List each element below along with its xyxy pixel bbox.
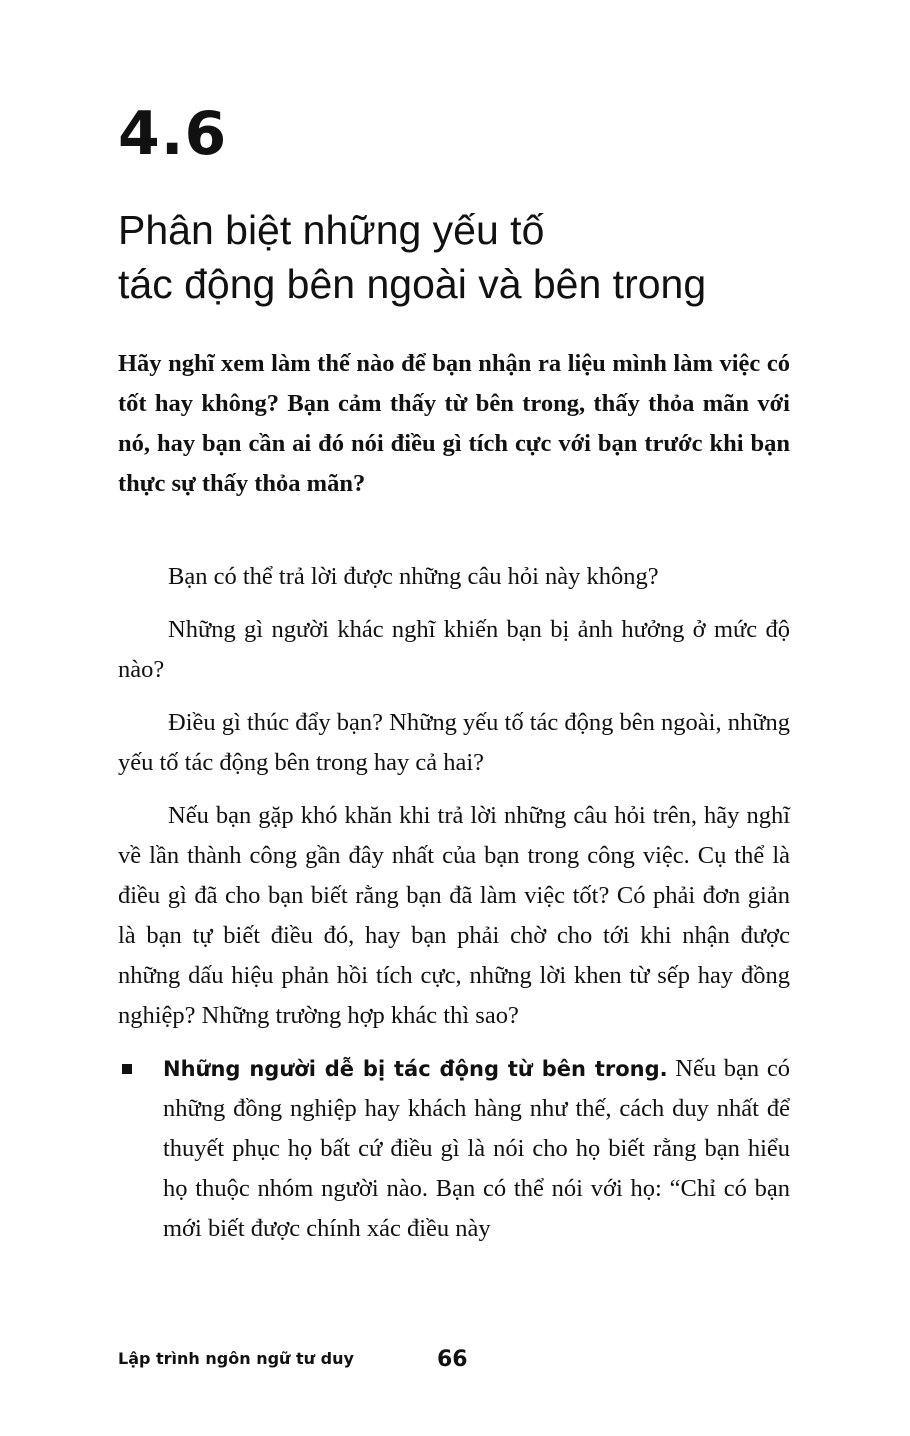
square-bullet-icon — [122, 1064, 132, 1074]
section-number: 4.6 — [118, 99, 228, 169]
section-title-line-2: tác động bên ngoài và bên trong — [118, 261, 707, 307]
paragraph: Nếu bạn gặp khó khăn khi trả lời những câu hỏi trên, hãy nghĩ về lần thành công gần đây nhất của bạn trong công việc. Cụ thể là điều gì đã cho bạn biết rằng bạn đã làm việc tốt? Có phải đơn giản là bạn tự biết điều đó, hay bạn phải chờ cho tới khi nhận được những dấu hiệu phản hồi tích cực, những lời khen từ sếp hay đồng nghiệp? Những trường hợp khác thì sao? — [118, 802, 790, 1029]
book-title-part-2: ngôn ngữ tư duy — [199, 1349, 354, 1368]
section-title-line-1: Phân biệt những yếu tố — [118, 207, 545, 253]
paragraph: Những gì người khác nghĩ khiến bạn bị ảnh hưởng ở mức độ nào? — [118, 616, 790, 683]
running-footer — [118, 1346, 354, 1372]
bullet-heading: Những người dễ bị tác động từ bên trong. — [163, 1057, 668, 1081]
page-number: 66 — [437, 1347, 468, 1372]
paragraph: Điều gì thúc đẩy bạn? Những yếu tố tác động bên ngoài, những yếu tố tác động bên trong hay cả hai? — [118, 709, 790, 776]
paragraph: Bạn có thể trả lời được những câu hỏi này không? — [168, 563, 659, 590]
lead-paragraph: Hãy nghĩ xem làm thế nào để bạn nhận ra liệu mình làm việc có tốt hay không? Bạn cảm thấy từ bên trong, thấy thỏa mãn với nó, hay bạn cần ai đó nói điều gì tích cực với bạn trước khi bạn thực sự thấy thỏa mãn? — [118, 350, 790, 497]
book-title-part-1: Lập trình — [118, 1349, 200, 1368]
bullet-text: Nếu bạn có những đồng nghiệp hay khách hàng như thế, cách duy nhất để thuyết phục họ bất cứ điều gì là nói cho họ biết rằng bạn hiểu họ thuộc nhóm người nào. Bạn có thể nói với họ: “Chỉ có bạn mới biết được chính xác điều này — [163, 1055, 790, 1242]
section-title — [118, 203, 858, 311]
bullet-item — [118, 1049, 790, 1249]
body-text — [118, 557, 790, 1249]
